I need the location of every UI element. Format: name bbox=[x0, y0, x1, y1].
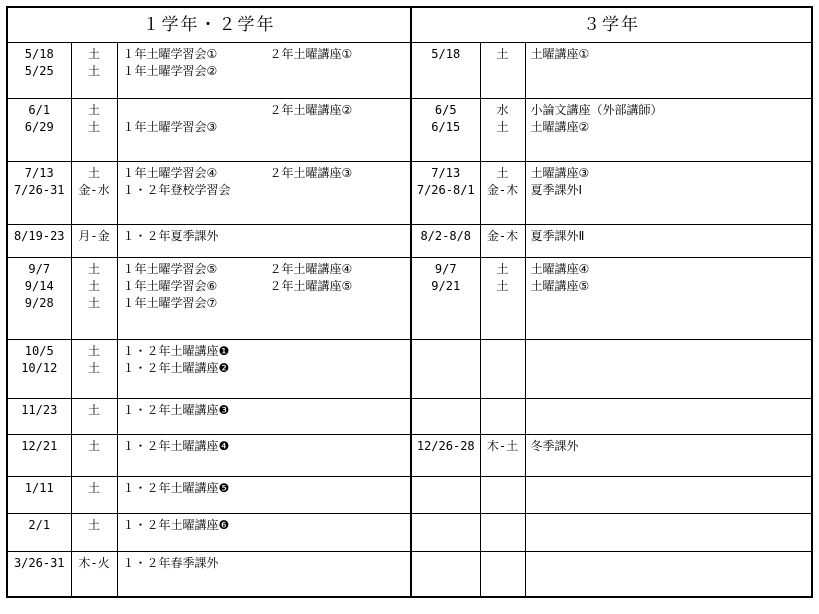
grade1-event: １・２年土曜講座❷ bbox=[122, 361, 230, 375]
left-date-cell bbox=[7, 399, 71, 435]
schedule-table bbox=[6, 6, 813, 598]
right-date-cell bbox=[411, 435, 480, 477]
date-text: 6/29 bbox=[24, 120, 54, 134]
weekday-text: 金-木 bbox=[486, 229, 519, 243]
grade1-event: １・２年夏季課外 bbox=[122, 229, 219, 243]
right-event-cell bbox=[525, 99, 812, 162]
table-row bbox=[7, 514, 812, 552]
date-text: 6/5 bbox=[434, 103, 457, 117]
grade1-event: １年土曜学習会① bbox=[122, 47, 218, 61]
event-text: 夏季課外Ⅱ bbox=[530, 229, 585, 243]
event-line bbox=[123, 480, 411, 497]
grade1-event: １・２年土曜講座❺ bbox=[122, 481, 230, 495]
weekday-text: 金-水 bbox=[78, 183, 110, 197]
event-line bbox=[123, 278, 411, 295]
right-date-cell bbox=[411, 162, 480, 225]
grade1-event: １年土曜学習会⑤ bbox=[122, 262, 218, 276]
right-date-cell bbox=[411, 225, 480, 258]
left-event-cell bbox=[117, 99, 411, 162]
weekday-text: 土 bbox=[87, 279, 100, 293]
grade1-event: １・２年土曜講座❶ bbox=[122, 344, 230, 358]
right-event-cell bbox=[525, 258, 812, 340]
event-text: 夏季課外Ⅰ bbox=[530, 183, 583, 197]
schedule-sheet bbox=[6, 6, 811, 609]
table-row bbox=[7, 552, 812, 597]
date-text: 8/19-23 bbox=[13, 229, 65, 243]
left-event-cell bbox=[117, 340, 411, 399]
grade1-event: １・２年土曜講座❻ bbox=[122, 518, 230, 532]
weekday-text: 土 bbox=[87, 120, 100, 134]
right-day-cell bbox=[480, 477, 525, 514]
left-event-cell bbox=[117, 258, 411, 340]
grade1-event: １・２年春季課外 bbox=[122, 556, 219, 570]
event-line bbox=[123, 517, 411, 534]
left-day-cell bbox=[71, 258, 117, 340]
date-text: 7/13 bbox=[431, 166, 461, 180]
table-row bbox=[7, 435, 812, 477]
event-text: 土曜講座⑤ bbox=[530, 279, 590, 293]
right-day-cell bbox=[480, 340, 525, 399]
left-date-cell bbox=[7, 43, 71, 99]
right-event-cell bbox=[525, 435, 812, 477]
left-date-cell bbox=[7, 225, 71, 258]
weekday-text: 土 bbox=[87, 296, 100, 310]
left-event-cell bbox=[117, 552, 411, 597]
left-event-cell bbox=[117, 435, 411, 477]
weekday-text: 金-木 bbox=[486, 183, 519, 197]
table-row bbox=[7, 225, 812, 258]
right-day-cell bbox=[480, 552, 525, 597]
weekday-text: 土 bbox=[496, 47, 509, 61]
weekday-text: 土 bbox=[87, 64, 100, 78]
date-text: 9/21 bbox=[431, 279, 461, 293]
right-event-cell bbox=[525, 43, 812, 99]
left-date-cell bbox=[7, 435, 71, 477]
date-text: 10/12 bbox=[21, 361, 58, 375]
event-text: 土曜講座① bbox=[530, 47, 590, 61]
weekday-text: 土 bbox=[87, 47, 100, 61]
event-text: 土曜講座④ bbox=[530, 262, 590, 276]
weekday-text: 土 bbox=[87, 344, 100, 358]
event-line bbox=[123, 165, 411, 182]
event-text: 冬季課外 bbox=[530, 439, 579, 453]
event-line bbox=[123, 295, 411, 312]
weekday-text: 水 bbox=[496, 103, 509, 117]
weekday-text: 土 bbox=[87, 481, 100, 495]
grade1-event: １年土曜学習会③ bbox=[122, 120, 218, 134]
grade2-event: ２年土曜講座③ bbox=[269, 166, 353, 180]
weekday-text: 土 bbox=[496, 166, 509, 180]
left-day-cell bbox=[71, 477, 117, 514]
weekday-text: 木-土 bbox=[486, 439, 519, 453]
left-event-cell bbox=[117, 514, 411, 552]
date-text: 7/26-31 bbox=[13, 183, 65, 197]
date-text: 9/14 bbox=[24, 279, 54, 293]
right-day-cell bbox=[480, 399, 525, 435]
date-text: 5/25 bbox=[24, 64, 54, 78]
right-day-cell bbox=[480, 225, 525, 258]
date-text: 6/1 bbox=[28, 103, 51, 117]
header-grade-3: ３学年 bbox=[411, 7, 812, 43]
weekday-text: 木-火 bbox=[78, 556, 110, 570]
weekday-text: 土 bbox=[496, 279, 509, 293]
date-text: 6/15 bbox=[431, 120, 461, 134]
right-event-cell bbox=[525, 477, 812, 514]
event-line bbox=[123, 228, 411, 245]
date-text: 9/7 bbox=[434, 262, 457, 276]
table-row bbox=[7, 99, 812, 162]
left-day-cell bbox=[71, 435, 117, 477]
right-date-cell bbox=[411, 43, 480, 99]
right-day-cell bbox=[480, 99, 525, 162]
left-date-cell bbox=[7, 340, 71, 399]
right-date-cell bbox=[411, 340, 480, 399]
right-date-cell bbox=[411, 258, 480, 340]
event-line bbox=[123, 360, 411, 377]
left-event-cell bbox=[117, 399, 411, 435]
right-day-cell bbox=[480, 514, 525, 552]
date-text: 7/13 bbox=[24, 166, 54, 180]
grade1-event: １・２年土曜講座❹ bbox=[122, 439, 230, 453]
weekday-text: 土 bbox=[87, 166, 100, 180]
left-date-cell bbox=[7, 514, 71, 552]
left-date-cell bbox=[7, 552, 71, 597]
grade1-event: １年土曜学習会② bbox=[122, 64, 218, 78]
left-day-cell bbox=[71, 340, 117, 399]
event-line bbox=[123, 46, 411, 63]
date-text: 5/18 bbox=[24, 47, 54, 61]
right-event-cell bbox=[525, 552, 812, 597]
right-date-cell bbox=[411, 477, 480, 514]
table-row bbox=[7, 258, 812, 340]
right-day-cell bbox=[480, 162, 525, 225]
date-text: 12/26-28 bbox=[416, 439, 475, 453]
table-row bbox=[7, 162, 812, 225]
right-date-cell bbox=[411, 99, 480, 162]
date-text: 9/28 bbox=[24, 296, 54, 310]
date-text: 11/23 bbox=[21, 403, 58, 417]
table-row bbox=[7, 340, 812, 399]
table-row bbox=[7, 477, 812, 514]
left-day-cell bbox=[71, 43, 117, 99]
date-text: 12/21 bbox=[21, 439, 58, 453]
event-line bbox=[123, 343, 411, 360]
weekday-text: 土 bbox=[87, 439, 100, 453]
weekday-text: 土 bbox=[87, 262, 100, 276]
left-date-cell bbox=[7, 99, 71, 162]
left-day-cell bbox=[71, 225, 117, 258]
grade1-event: １・２年土曜講座❸ bbox=[122, 403, 230, 417]
left-event-cell bbox=[117, 477, 411, 514]
right-day-cell bbox=[480, 435, 525, 477]
event-text: 小論文講座（外部講師） bbox=[530, 103, 663, 117]
date-text: 3/26-31 bbox=[13, 556, 65, 570]
header-grade-1-2: １学年・２学年 bbox=[7, 7, 411, 43]
event-line bbox=[123, 555, 411, 572]
grade2-event: ２年土曜講座⑤ bbox=[269, 279, 353, 293]
right-event-cell bbox=[525, 340, 812, 399]
header-row bbox=[7, 7, 812, 43]
event-line bbox=[123, 438, 411, 455]
weekday-text: 土 bbox=[87, 103, 100, 117]
right-event-cell bbox=[525, 225, 812, 258]
left-day-cell bbox=[71, 514, 117, 552]
event-line bbox=[123, 102, 411, 119]
left-event-cell bbox=[117, 43, 411, 99]
table-row bbox=[7, 43, 812, 99]
grade1-event: １年土曜学習会⑦ bbox=[122, 296, 218, 310]
left-day-cell bbox=[71, 552, 117, 597]
grade1-event: １年土曜学習会④ bbox=[122, 166, 218, 180]
weekday-text: 土 bbox=[496, 120, 509, 134]
left-date-cell bbox=[7, 162, 71, 225]
left-day-cell bbox=[71, 99, 117, 162]
date-text: 8/2-8/8 bbox=[420, 229, 472, 243]
right-date-cell bbox=[411, 552, 480, 597]
weekday-text: 土 bbox=[496, 262, 509, 276]
grade1-event: １・２年登校学習会 bbox=[122, 183, 231, 197]
date-text: 1/11 bbox=[24, 481, 54, 495]
grade2-event: ２年土曜講座② bbox=[269, 103, 353, 117]
date-text: 9/7 bbox=[28, 262, 51, 276]
event-line bbox=[123, 261, 411, 278]
weekday-text: 土 bbox=[87, 518, 100, 532]
right-date-cell bbox=[411, 514, 480, 552]
weekday-text: 土 bbox=[87, 403, 100, 417]
date-text: 7/26-8/1 bbox=[416, 183, 475, 197]
event-line bbox=[123, 402, 411, 419]
left-event-cell bbox=[117, 225, 411, 258]
left-day-cell bbox=[71, 162, 117, 225]
weekday-text: 土 bbox=[87, 361, 100, 375]
table-row bbox=[7, 399, 812, 435]
right-event-cell bbox=[525, 514, 812, 552]
right-date-cell bbox=[411, 399, 480, 435]
date-text: 2/1 bbox=[28, 518, 51, 532]
event-line bbox=[123, 182, 411, 199]
weekday-text: 月-金 bbox=[78, 229, 110, 243]
grade2-event: ２年土曜講座① bbox=[269, 47, 353, 61]
event-line bbox=[123, 63, 411, 80]
left-date-cell bbox=[7, 258, 71, 340]
left-date-cell bbox=[7, 477, 71, 514]
event-text: 土曜講座③ bbox=[530, 166, 590, 180]
event-text: 土曜講座② bbox=[530, 120, 590, 134]
right-day-cell bbox=[480, 258, 525, 340]
grade2-event: ２年土曜講座④ bbox=[269, 262, 353, 276]
right-event-cell bbox=[525, 399, 812, 435]
date-text: 5/18 bbox=[431, 47, 461, 61]
grade1-event: １年土曜学習会⑥ bbox=[122, 279, 218, 293]
left-event-cell bbox=[117, 162, 411, 225]
left-day-cell bbox=[71, 399, 117, 435]
event-line bbox=[123, 119, 411, 136]
right-event-cell bbox=[525, 162, 812, 225]
right-day-cell bbox=[480, 43, 525, 99]
date-text: 10/5 bbox=[24, 344, 54, 358]
